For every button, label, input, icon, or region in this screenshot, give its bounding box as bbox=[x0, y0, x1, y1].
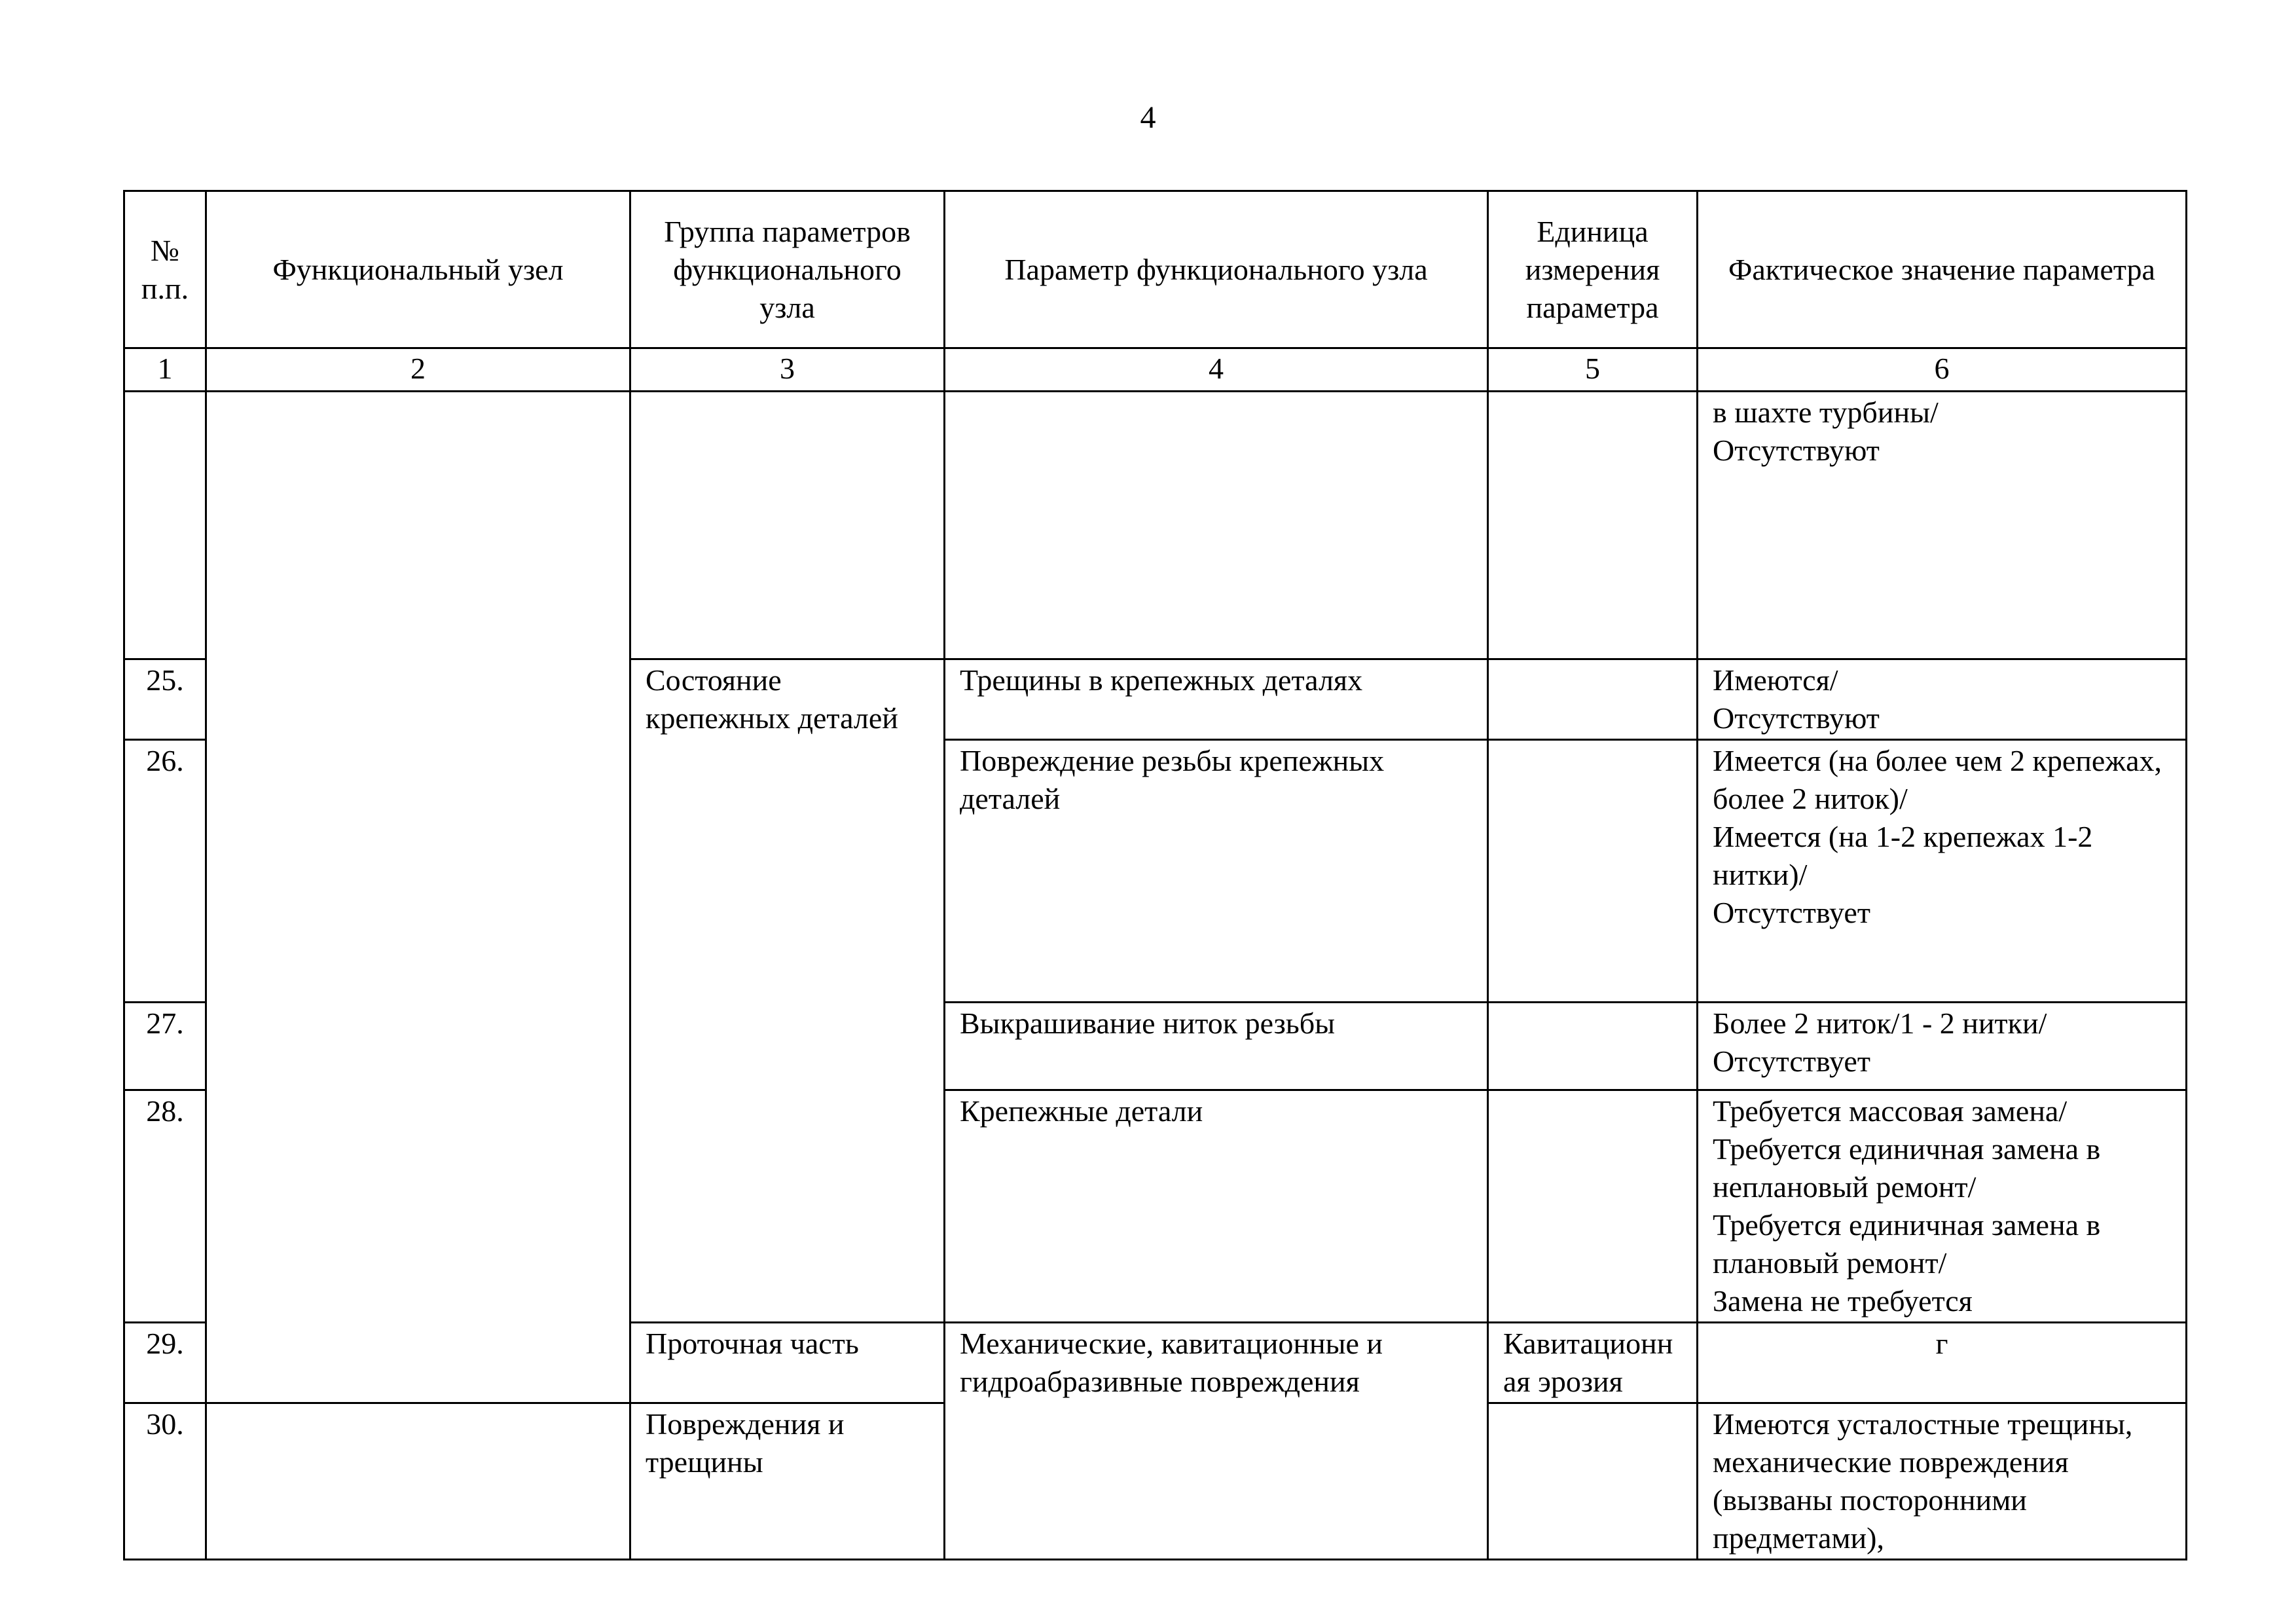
actual-value-cell: Имеются усталостные трещины, механические повреждения (вызваны посторонними предметами), bbox=[1698, 1403, 2187, 1560]
parameter-cell: Трещины в крепежных деталях bbox=[945, 659, 1488, 740]
parameter-group-cell bbox=[630, 392, 945, 659]
row-number: 25. bbox=[124, 659, 206, 740]
functional-node-cell: Проточная часть bbox=[630, 1323, 945, 1403]
actual-value-cell: Более 2 ниток/1 - 2 нитки/ Отсутствует bbox=[1698, 1003, 2187, 1090]
header-functional-node: Функциональный узел bbox=[206, 191, 630, 348]
row-number: 27. bbox=[124, 1003, 206, 1090]
parameter-group-cell: Состояние крепежных деталей bbox=[630, 659, 945, 1323]
header-parameter-group: Группа параметров функционального узла bbox=[630, 191, 945, 348]
unit-cell bbox=[1488, 1003, 1698, 1090]
column-number: 1 bbox=[124, 348, 206, 392]
functional-node-cell bbox=[206, 1403, 630, 1560]
header-actual-value: Фактическое значение параметра bbox=[1698, 191, 2187, 348]
column-numbers-row bbox=[124, 348, 2187, 392]
column-number: 2 bbox=[206, 348, 630, 392]
parameter-cell: Повреждения и трещины bbox=[630, 1403, 945, 1560]
row-number: 28. bbox=[124, 1090, 206, 1323]
actual-value-cell: Имеются/ Отсутствуют bbox=[1698, 659, 2187, 740]
column-number: 6 bbox=[1698, 348, 2187, 392]
header-number: № п.п. bbox=[124, 191, 206, 348]
parameter-cell: Выкрашивание ниток резьбы bbox=[945, 1003, 1488, 1090]
unit-cell bbox=[1488, 392, 1698, 659]
unit-cell bbox=[1488, 1090, 1698, 1323]
row-number: 29. bbox=[124, 1323, 206, 1403]
column-number: 4 bbox=[945, 348, 1488, 392]
table-header-row bbox=[124, 191, 2187, 348]
unit-cell bbox=[1488, 740, 1698, 1003]
actual-value-cell: Имеется (на более чем 2 крепежах, более 2 ниток)/ Имеется (на 1-2 крепежах 1-2 нитки)/ Отсутствует bbox=[1698, 740, 2187, 1003]
parameter-cell: Повреждение резьбы крепежных деталей bbox=[945, 740, 1488, 1003]
functional-node-cell bbox=[206, 392, 630, 1403]
parameters-table bbox=[123, 190, 2187, 1560]
column-number: 5 bbox=[1488, 348, 1698, 392]
unit-cell: г bbox=[1698, 1323, 2187, 1403]
parameter-cell: Кавитационная эрозия bbox=[1488, 1323, 1698, 1403]
row-number: 30. bbox=[124, 1403, 206, 1560]
parameter-cell bbox=[945, 392, 1488, 659]
page-number: 4 bbox=[1140, 100, 1156, 135]
table-row bbox=[124, 392, 2187, 659]
row-number bbox=[124, 392, 206, 659]
column-number: 3 bbox=[630, 348, 945, 392]
unit-cell bbox=[1488, 659, 1698, 740]
parameter-cell: Крепежные детали bbox=[945, 1090, 1488, 1323]
parameter-group-cell: Механические, кавитационные и гидроабразивные повреждения bbox=[945, 1323, 1488, 1560]
row-number: 26. bbox=[124, 740, 206, 1003]
actual-value-cell: в шахте турбины/ Отсутствуют bbox=[1698, 392, 2187, 659]
actual-value-cell: Требуется массовая замена/ Требуется единичная замена в неплановый ремонт/ Требуется единичная замена в плановый ремонт/ Замена не требуется bbox=[1698, 1090, 2187, 1323]
header-unit: Единица измерения параметра bbox=[1488, 191, 1698, 348]
header-parameter: Параметр функционального узла bbox=[945, 191, 1488, 348]
unit-cell bbox=[1488, 1403, 1698, 1560]
